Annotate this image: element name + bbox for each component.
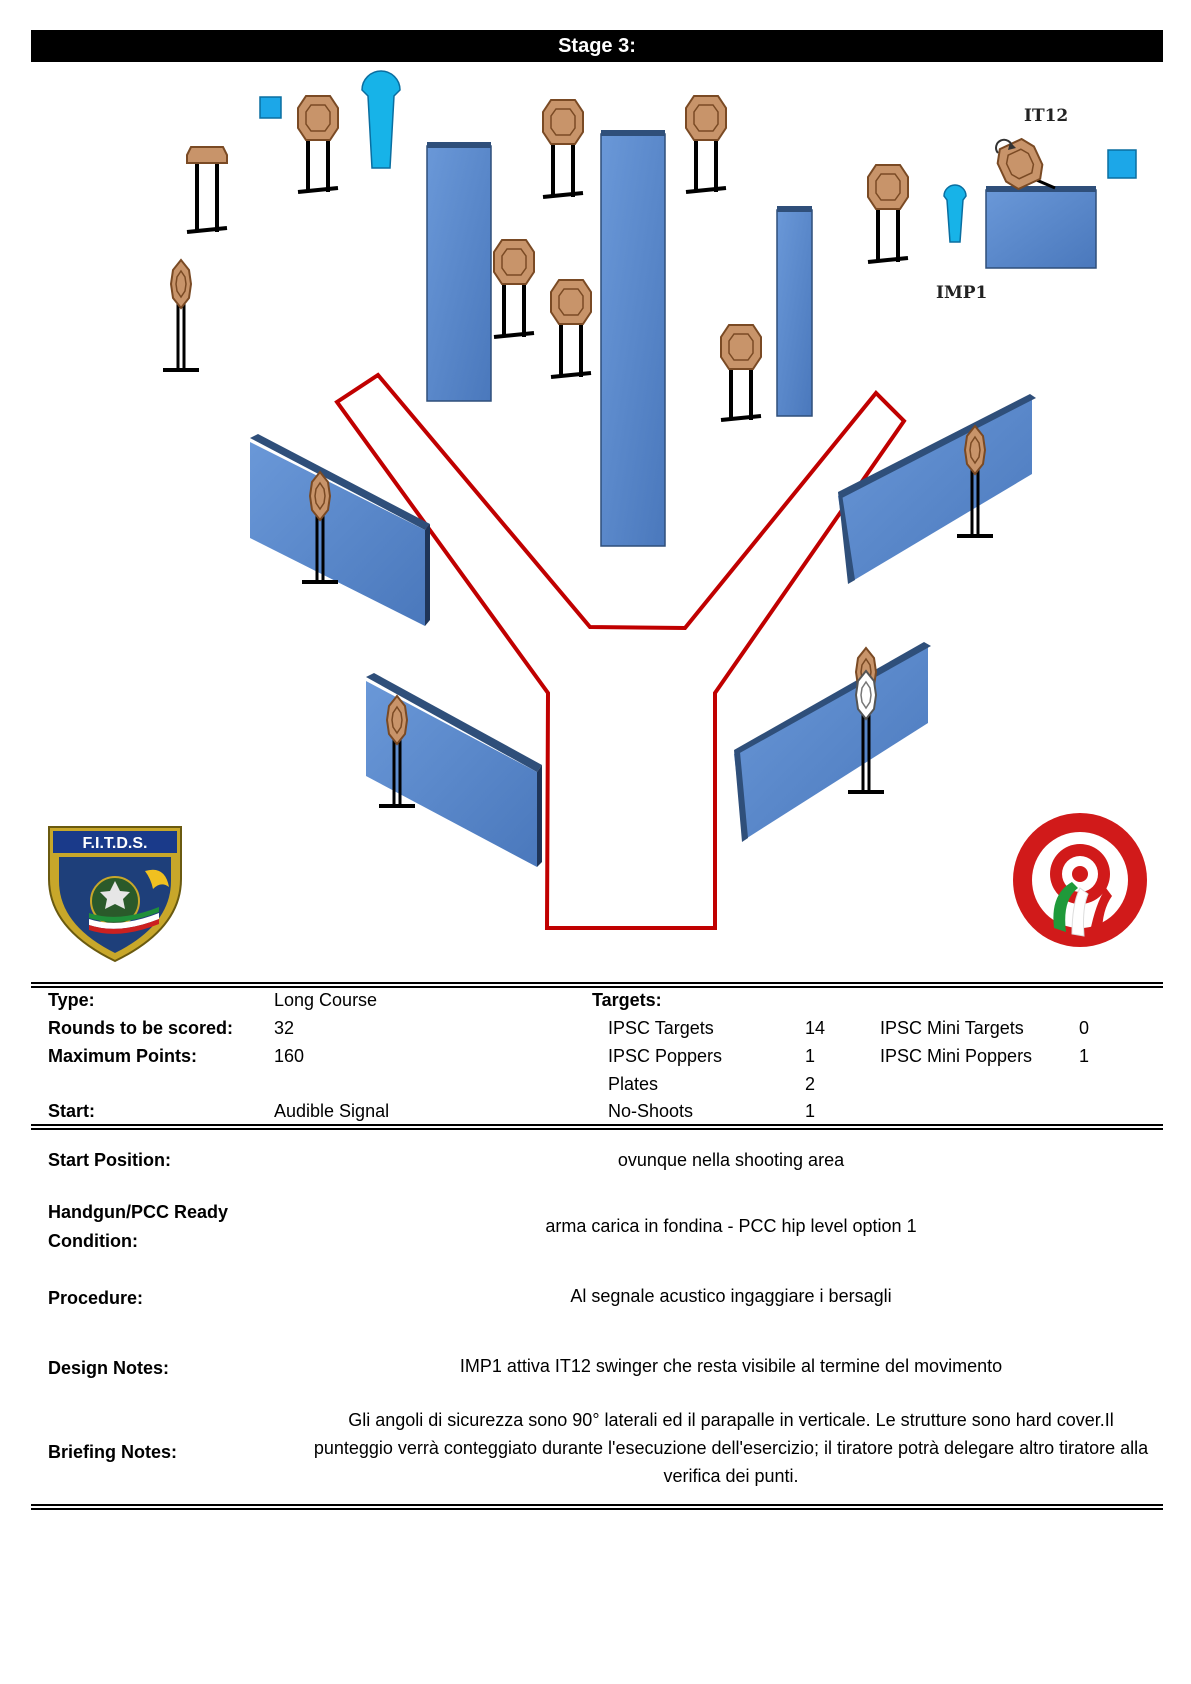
rule-bottom-1 — [31, 1504, 1163, 1506]
ready-condition-row — [31, 1198, 1163, 1258]
procedure-row — [31, 1282, 1163, 1312]
targets-label: Targets: — [592, 990, 662, 1010]
rule-mid-2 — [31, 1128, 1163, 1130]
procedure-text: Al segnale acustico ingaggiare i bersagli — [570, 1286, 892, 1306]
stage-title: Stage 3: — [31, 30, 1163, 62]
plate-right — [1108, 150, 1136, 178]
ipsc-target — [298, 96, 338, 140]
wall-angled-lower-right — [734, 642, 931, 842]
wall-center-vertical — [601, 130, 665, 546]
ipsc-target — [868, 165, 908, 209]
points-label: Maximum Points: — [48, 1046, 198, 1066]
type-label: Type: — [48, 990, 95, 1010]
ipsc-target — [721, 325, 761, 369]
start-value: Audible Signal — [274, 1101, 390, 1121]
start-position-label: Start Position: — [48, 1150, 172, 1170]
mini-poppers-label: IPSC Mini Poppers — [880, 1046, 1033, 1066]
briefing-notes-row — [31, 1406, 1163, 1496]
start-label: Start: — [48, 1101, 96, 1121]
svg-text:F.I.T.D.S.: F.I.T.D.S. — [82, 835, 148, 852]
wall-angled-upper-left — [250, 434, 430, 626]
label-imp1: IMP1 — [936, 283, 988, 303]
mini-targets-count: 0 — [1079, 1018, 1090, 1038]
ipsc-target — [171, 260, 191, 308]
ipsc-target — [494, 240, 534, 284]
wall-left-vertical — [427, 142, 491, 401]
accademia-logo — [1013, 813, 1147, 947]
ipsc-targets-count: 14 — [805, 1018, 826, 1038]
ipsc-target — [387, 696, 407, 744]
ipsc-target — [686, 96, 726, 140]
wall-angled-upper-right — [838, 394, 1036, 584]
design-notes-label: Design Notes: — [48, 1358, 170, 1378]
rule-bottom-2 — [31, 1508, 1163, 1510]
stage-notes — [31, 1138, 1163, 1518]
ipsc-target — [551, 280, 591, 324]
briefing-notes-text: Gli angoli di sicurezza sono 90° laterali ed il parapalle in verticale. Le strutture sono hard cover.Il punteggio verrà conteggiato durante l'esecuzione dell'esercizio; il tiratore potrà delegare altro tiratore alla verifica dei punti. — [313, 1410, 1149, 1486]
rounds-value: 32 — [274, 1018, 295, 1038]
rounds-label: Rounds to be scored: — [48, 1018, 234, 1038]
start-position-text: ovunque nella shooting area — [617, 1150, 845, 1170]
stage-info-table — [31, 988, 1163, 1121]
type-value: Long Course — [274, 990, 378, 1010]
plates-label: Plates — [608, 1074, 659, 1094]
popper-large — [362, 71, 400, 168]
points-value: 160 — [274, 1046, 305, 1066]
design-notes-row — [31, 1352, 1163, 1382]
ipsc-target — [310, 472, 330, 520]
ready-condition-label-1: Handgun/PCC Ready — [48, 1202, 229, 1222]
ipsc-targets-label: IPSC Targets — [608, 1018, 714, 1038]
start-position-row — [31, 1146, 1163, 1176]
stage-diagram — [0, 62, 1191, 982]
mini-poppers-count: 1 — [1079, 1046, 1090, 1066]
mini-targets-label: IPSC Mini Targets — [880, 1018, 1024, 1038]
wall-swinger-box — [986, 186, 1096, 268]
no-shoots-count: 1 — [805, 1101, 816, 1121]
fitds-logo — [49, 827, 181, 961]
label-it12: IT12 — [1024, 106, 1069, 126]
swinger-target-it12 — [993, 136, 1055, 193]
briefing-notes-label: Briefing Notes: — [48, 1442, 178, 1462]
rule-top-1 — [31, 982, 1163, 984]
popper-mini-imp1 — [944, 185, 966, 242]
ipsc-poppers-label: IPSC Poppers — [608, 1046, 723, 1066]
no-shoots-label: No-Shoots — [608, 1101, 694, 1121]
design-notes-text: IMP1 attiva IT12 swinger che resta visibile al termine del movimento — [459, 1356, 1003, 1376]
wall-right-vertical — [777, 206, 812, 416]
ipsc-target — [187, 162, 227, 232]
ipsc-poppers-count: 1 — [805, 1046, 816, 1066]
ready-condition-text: arma carica in fondina - PCC hip level option 1 — [545, 1216, 917, 1236]
ipsc-target — [543, 100, 583, 144]
rule-mid-1 — [31, 1124, 1163, 1126]
procedure-label: Procedure: — [48, 1288, 144, 1308]
ipsc-target — [965, 426, 985, 474]
plate-left — [260, 97, 281, 118]
ready-condition-label-2: Condition: — [48, 1231, 138, 1251]
plates-count: 2 — [805, 1074, 816, 1094]
ipsc-target — [187, 147, 227, 163]
no-shoot-target — [856, 671, 876, 719]
